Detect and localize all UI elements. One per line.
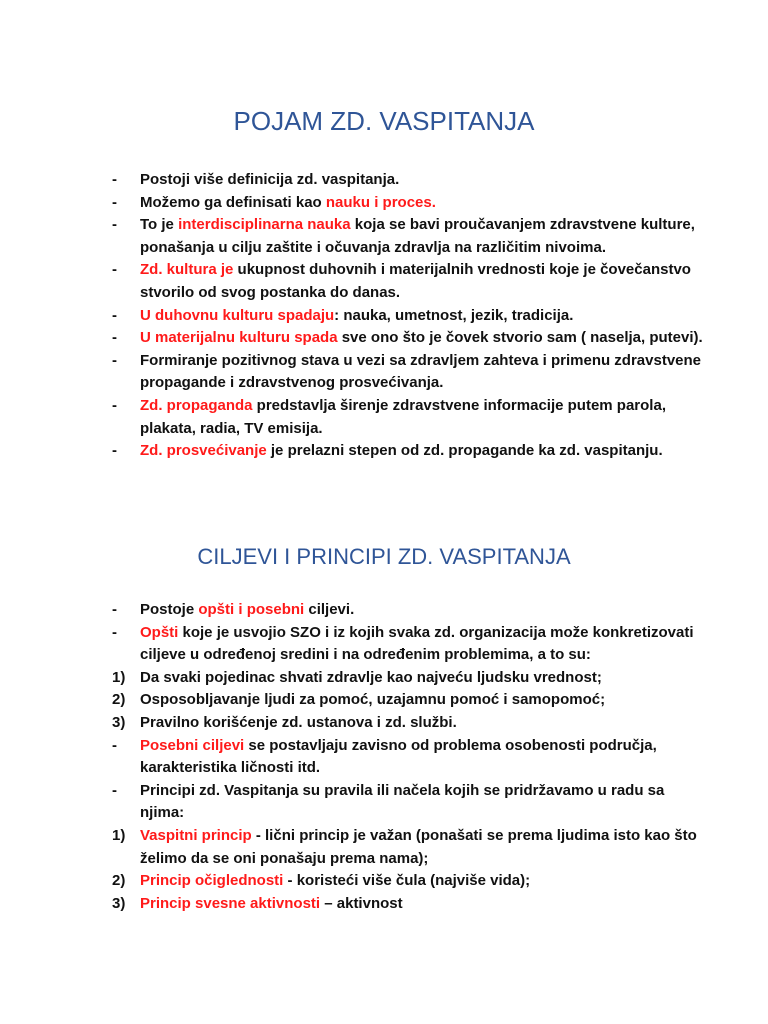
text-run: : nauka, umetnost, jezik, tradicija. <box>334 306 574 324</box>
bullet-dash: - <box>112 351 117 369</box>
list-item-text <box>140 667 712 690</box>
text-run: Osposobljavanje ljudi za pomoć, uzajamnu pomoć i samopomoć; <box>140 691 606 709</box>
list-item-text <box>140 305 712 328</box>
text-run: koje je usvojio SZO i iz kojih svaka zd. organizacija može konkretizovati ciljeve u određenoj sredini i na određenim problemima, a to su: <box>140 623 694 664</box>
text-run: Principi zd. Vaspitanja su pravila ili načela kojih se pridržavamo u radu sa njima: <box>140 781 665 822</box>
highlighted-term: opšti i posebni <box>198 601 305 618</box>
list-item-text <box>140 259 712 304</box>
highlighted-term: U materijalnu kulturu spada <box>140 329 338 347</box>
bullet-dash: - <box>112 781 117 799</box>
list-item-text <box>140 395 712 440</box>
highlighted-term: Princip očiglednosti <box>140 872 284 890</box>
list-item-text <box>140 735 712 780</box>
list-item-text <box>140 622 712 667</box>
text-run: – aktivnost <box>320 894 403 912</box>
text-run: Da svaki pojedinac shvati zdravlje kao najveću ljudsku vrednost; <box>140 668 602 686</box>
list-item-text <box>140 169 712 192</box>
bullet-dash: - <box>112 261 117 279</box>
bullet-dash: - <box>112 442 117 460</box>
highlighted-term: nauku i proces. <box>325 193 436 211</box>
list-item <box>112 735 712 780</box>
list-item-text <box>140 350 712 395</box>
highlighted-term: Zd. propaganda <box>140 396 253 414</box>
item-number: 2) <box>112 872 126 890</box>
text-run: Postoje <box>140 601 199 618</box>
list-item-text <box>140 214 712 259</box>
highlighted-term: Opšti <box>140 623 179 641</box>
list-item <box>112 440 712 463</box>
definitions-list <box>112 169 712 463</box>
list-item-text <box>140 689 712 712</box>
highlighted-term: Posebni ciljevi <box>140 736 245 754</box>
document-title: POJAM ZD. VASPITANJA <box>233 106 535 136</box>
text-run: ciljevi. <box>304 601 355 618</box>
highlighted-term: Vaspitni princip <box>140 826 252 844</box>
bullet-dash: - <box>112 193 117 211</box>
list-item-text <box>140 192 712 215</box>
list-item-text <box>140 327 712 350</box>
list-item <box>112 599 712 622</box>
text-run: To je <box>140 216 179 234</box>
list-item-text <box>140 440 712 463</box>
list-item-text <box>140 870 712 893</box>
bullet-dash: - <box>112 306 117 324</box>
list-item <box>112 169 712 192</box>
highlighted-term: Zd. prosvećivanje <box>140 442 267 460</box>
bullet-dash: - <box>112 601 117 618</box>
bullet-dash: - <box>112 329 117 347</box>
item-number: 3) <box>112 713 126 731</box>
bullet-dash: - <box>112 171 117 188</box>
list-item <box>112 667 712 690</box>
section-heading: CILJEVI I PRINCIPI ZD. VASPITANJA <box>197 544 571 569</box>
list-item-text <box>140 825 712 870</box>
text-run: je prelazni stepen od zd. propagande ka zd. vaspitanju. <box>266 442 663 460</box>
text-run: ukupnost duhovnih i materijalnih vrednosti koje je čovečanstvo stvorilo od svog postanka do danas. <box>140 261 691 301</box>
list-item <box>112 192 712 215</box>
list-item <box>112 350 712 395</box>
list-item <box>112 825 712 870</box>
list-item-text <box>140 712 712 735</box>
list-item <box>112 893 712 916</box>
list-item <box>112 870 712 893</box>
list-item-text <box>140 780 712 825</box>
list-item <box>112 214 712 259</box>
text-run: Pravilno korišćenje zd. ustanova i zd. službi. <box>140 713 457 731</box>
list-item <box>112 395 712 440</box>
bullet-dash: - <box>112 396 117 414</box>
list-item <box>112 327 712 350</box>
list-item <box>112 305 712 328</box>
text-run: koja se bavi proučavanjem zdravstvene kulture, ponašanja u cilju zaštite i očuvanja zdravlja na različitim nivoima. <box>140 216 695 256</box>
list-item <box>112 780 712 825</box>
text-run: - lični princip je važan (ponašati se prema ljudima isto kao što želimo da se oni ponašaju prema nama); <box>140 826 697 867</box>
bullet-dash: - <box>112 216 117 234</box>
text-run: - koristeći više čula (najviše vida); <box>283 872 531 890</box>
goals-principles-list <box>112 599 712 915</box>
item-number: 2) <box>112 691 126 709</box>
highlighted-term: Princip svesne aktivnosti <box>140 894 321 912</box>
list-item <box>112 712 712 735</box>
list-item <box>112 689 712 712</box>
list-item-text <box>140 599 712 622</box>
text-run: se postavljaju zavisno od problema osobenosti područja, karakteristika ličnosti itd. <box>140 736 657 777</box>
text-run: predstavlja širenje zdravstvene informacije putem parola, plakata, radia, TV emisija. <box>140 396 666 437</box>
text-run: Postoji više definicija zd. vaspitanja. <box>140 171 400 188</box>
list-item-text <box>140 893 712 916</box>
highlighted-term: U duhovnu kulturu spadaju <box>140 306 335 324</box>
list-item <box>112 622 712 667</box>
item-number: 3) <box>112 894 126 912</box>
text-run: Formiranje pozitivnog stava u vezi sa zdravljem zahteva i primenu zdravstvene propagande i zdravstvenog prosvećivanja. <box>140 351 702 392</box>
bullet-dash: - <box>112 736 117 754</box>
bullet-dash: - <box>112 623 117 641</box>
list-item <box>112 259 712 304</box>
highlighted-term: Zd. kultura je <box>140 261 234 279</box>
text-run: Možemo ga definisati kao <box>140 193 326 211</box>
highlighted-term: interdisciplinarna nauka <box>178 216 351 234</box>
text-run: sve ono što je čovek stvorio sam ( naselja, putevi). <box>337 329 703 347</box>
item-number: 1) <box>112 826 126 844</box>
item-number: 1) <box>112 668 126 686</box>
